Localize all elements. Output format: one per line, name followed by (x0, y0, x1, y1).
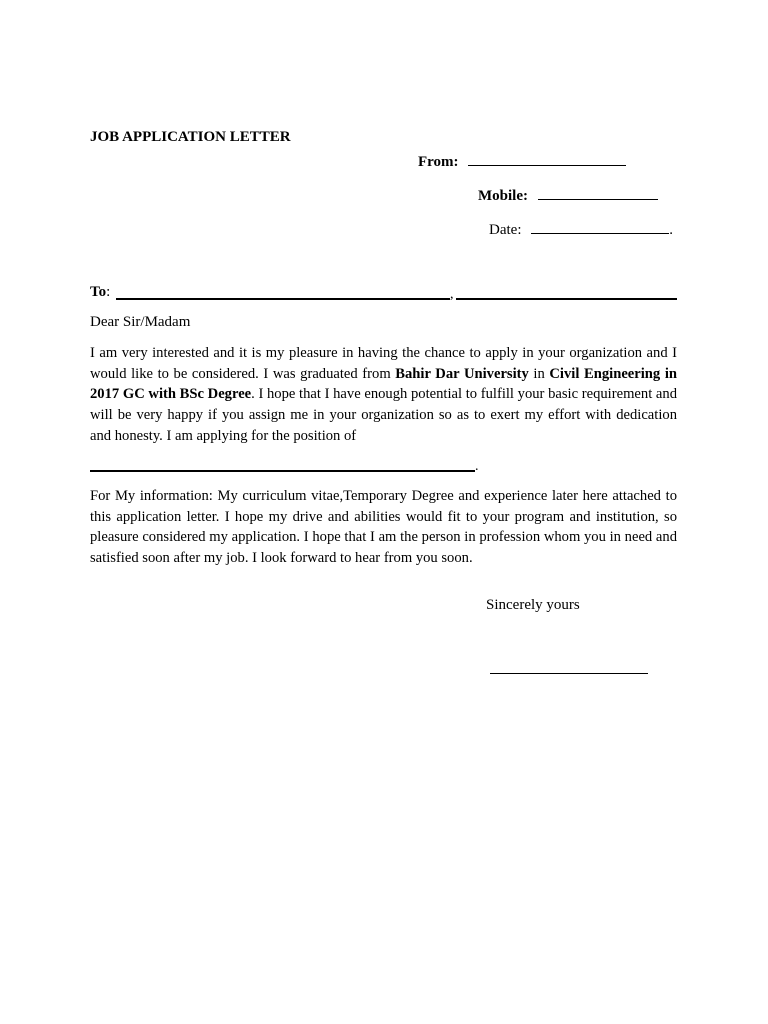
mobile-label: Mobile: (478, 188, 528, 204)
from-blank[interactable] (468, 152, 626, 166)
to-colon: : (106, 284, 111, 300)
to-label: To (90, 284, 107, 300)
date-period: . (669, 222, 673, 238)
para1-text-2: in (528, 365, 550, 382)
university-name: Bahir Dar University (395, 365, 529, 382)
greeting: Dear Sir/Madam (90, 314, 191, 330)
date-blank[interactable] (531, 220, 669, 234)
letter-title: JOB APPLICATION LETTER (90, 129, 291, 145)
to-separator: , (450, 287, 454, 302)
body-paragraph-1 (90, 343, 677, 447)
para1-text-3: . I hope that I have enough potential to fulfill your basic requirement and will be very happy if you assign me in your organization so as to exert my effort with dedication and honesty. I am applying for the position of (90, 386, 677, 444)
to-blank-line-2[interactable] (456, 298, 677, 300)
from-label: From: (418, 154, 459, 170)
position-period: . (475, 459, 479, 474)
mobile-blank[interactable] (538, 186, 658, 200)
from-field (418, 152, 626, 171)
body-paragraph-2: For My information: My curriculum vitae,Temporary Degree and experience later here attached to this application letter. I hope my drive and abilities would fit to your program and institution, so pleasure considered my application. I hope that I am the person in profession whom you in need and satisfied soon after my job. I look forward to hear from you soon. (90, 488, 677, 567)
position-blank-line[interactable] (90, 470, 475, 472)
closing: Sincerely yours (486, 597, 580, 613)
date-label: Date: (489, 222, 522, 238)
mobile-field (478, 186, 658, 205)
to-field (90, 284, 110, 301)
to-blank-line-1[interactable] (116, 298, 450, 300)
date-field (489, 220, 673, 239)
signature-line[interactable] (490, 673, 648, 674)
degree-info: Civil Engineering in 2017 GC with BSc Degree (90, 365, 677, 403)
para1-text-1: I am very interested and it is my pleasure in having the chance to apply in your organization and I would like to be considered. I was graduated from (90, 345, 677, 382)
